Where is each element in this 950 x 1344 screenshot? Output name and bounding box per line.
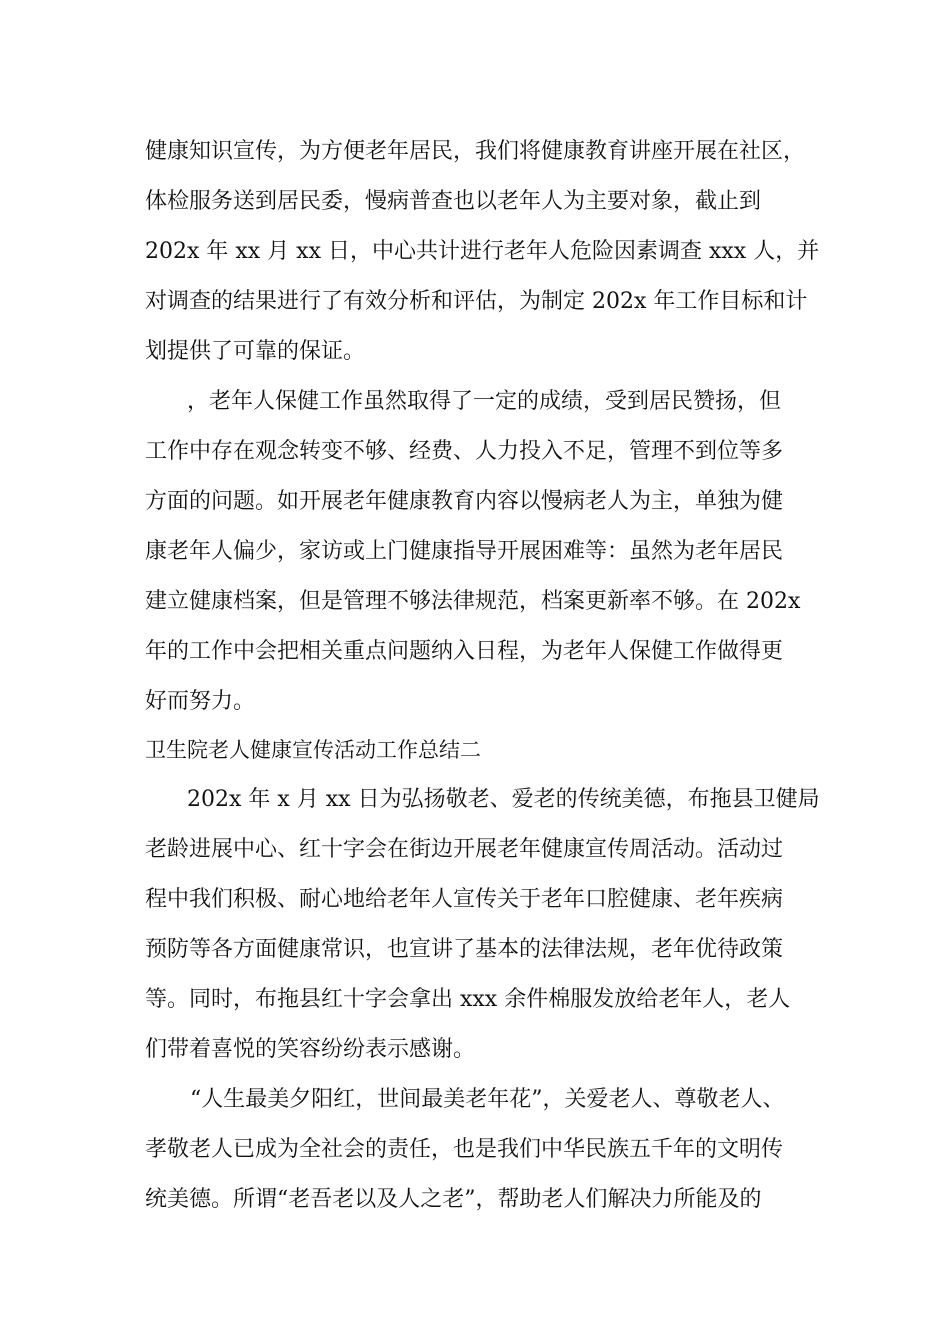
- paragraph-3-line-2: 老龄进展中心、红十字会在街边开展老年健康宣传周活动。活动过: [145, 837, 784, 862]
- paragraph-2-line-3: 方面的问题。如开展老年健康教育内容以慢病老人为主，单独为健: [145, 489, 784, 514]
- paragraph-3-line-4: 预防等各方面健康常识，也宣讲了基本的法律法规，老年优待政策: [145, 937, 784, 962]
- paragraph-3-line-6: 们带着喜悦的笑容纷纷表示感谢。: [145, 1037, 476, 1062]
- paragraph-3-line-1: 202x 年 x 月 xx 日为弘扬敬老、爱老的传统美德，布拖县卫健局: [187, 787, 820, 812]
- paragraph-1-line-1: 健康知识宣传，为方便老年居民，我们将健康教育讲座开展在社区，: [145, 139, 806, 164]
- paragraph-4-line-3: 统美德。所谓“老吾老以及人之老”，帮助老人们解决力所能及的: [145, 1187, 762, 1212]
- paragraph-1-line-5: 划提供了可靠的保证。: [145, 339, 366, 364]
- paragraph-2-line-2: 工作中存在观念转变不够、经费、人力投入不足，管理不到位等多: [145, 439, 784, 464]
- paragraph-3-line-3: 程中我们积极、耐心地给老年人宣传关于老年口腔健康、老年疾病: [145, 887, 784, 912]
- paragraph-4-line-2: 孝敬老人已成为全社会的责任，也是我们中华民族五千年的文明传: [145, 1137, 784, 1162]
- section-title: 卫生院老人健康宣传活动工作总结二: [145, 738, 481, 762]
- paragraph-4-line-1: “人生最美夕阳红，世间最美老年花”，关爱老人、尊敬老人、: [190, 1087, 785, 1112]
- paragraph-2-line-1: ，老年人保健工作虽然取得了一定的成绩，受到居民赞扬，但: [187, 389, 782, 414]
- paragraph-1-line-2: 体检服务送到居民委，慢病普查也以老年人为主要对象，截止到: [145, 189, 762, 214]
- paragraph-1-line-3: 202x 年 xx 月 xx 日，中心共计进行老年人危险因素调查 xxx 人，并: [145, 239, 820, 264]
- paragraph-2-line-6: 年的工作中会把相关重点问题纳入日程，为老年人保健工作做得更: [145, 639, 784, 664]
- paragraph-2-line-5: 建立健康档案，但是管理不够法律规范，档案更新率不够。在 202x: [145, 589, 801, 614]
- paragraph-2-line-4: 康老年人偏少，家访或上门健康指导开展困难等：虽然为老年居民: [145, 539, 784, 564]
- paragraph-2-line-7: 好而努力。: [145, 689, 256, 714]
- paragraph-3-line-5: 等。同时，布拖县红十字会拿出 xxx 余件棉服发放给老年人，老人: [145, 987, 791, 1012]
- paragraph-1-line-4: 对调查的结果进行了有效分析和评估，为制定 202x 年工作目标和计: [145, 289, 808, 314]
